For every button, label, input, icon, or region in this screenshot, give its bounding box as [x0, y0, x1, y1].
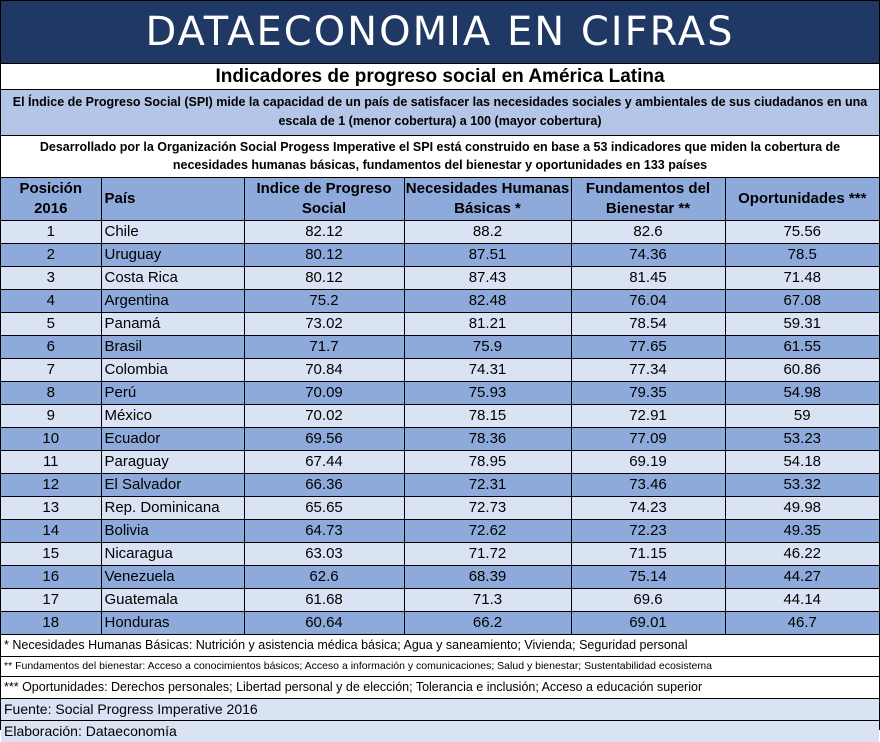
- table-row: [1, 312, 879, 335]
- cell-spi: 70.09: [244, 381, 404, 404]
- table-row: [1, 427, 879, 450]
- cell-country: Costa Rica: [101, 266, 244, 289]
- cell-wellbeing: 69.01: [571, 611, 725, 634]
- cell-spi: 82.12: [244, 220, 404, 243]
- cell-basic-needs: 68.39: [404, 565, 571, 588]
- cell-spi: 64.73: [244, 519, 404, 542]
- cell-spi: 60.64: [244, 611, 404, 634]
- cell-spi: 66.36: [244, 473, 404, 496]
- table-title: Indicadores de progreso social en América Latina: [1, 64, 879, 90]
- cell-spi: 70.84: [244, 358, 404, 381]
- cell-basic-needs: 71.3: [404, 588, 571, 611]
- cell-country: Uruguay: [101, 243, 244, 266]
- cell-opportunities: 75.56: [725, 220, 879, 243]
- cell-wellbeing: 77.65: [571, 335, 725, 358]
- cell-basic-needs: 82.48: [404, 289, 571, 312]
- table-row: [1, 289, 879, 312]
- table-row: [1, 404, 879, 427]
- table-row: [1, 450, 879, 473]
- cell-spi: 62.6: [244, 565, 404, 588]
- cell-basic-needs: 66.2: [404, 611, 571, 634]
- cell-basic-needs: 75.9: [404, 335, 571, 358]
- cell-country: México: [101, 404, 244, 427]
- cell-opportunities: 61.55: [725, 335, 879, 358]
- cell-basic-needs: 72.73: [404, 496, 571, 519]
- table-row: [1, 588, 879, 611]
- table-row: [1, 473, 879, 496]
- table-body: [1, 220, 879, 634]
- cell-spi: 73.02: [244, 312, 404, 335]
- cell-country: Guatemala: [101, 588, 244, 611]
- table-row: [1, 381, 879, 404]
- cell-opportunities: 67.08: [725, 289, 879, 312]
- cell-basic-needs: 88.2: [404, 220, 571, 243]
- cell-basic-needs: 78.36: [404, 427, 571, 450]
- banner-title: DATAECONOMIA EN CIFRAS: [1, 1, 879, 64]
- description-spi: El Índice de Progreso Social (SPI) mide la capacidad de un país de satisfacer las necesidades sociales y ambientales de sus ciudadanos en una escala de 1 (menor cobertura) a 100 (mayor cobertura): [1, 90, 879, 136]
- footnote-opportunities: *** Oportunidades: Derechos personales; Libertad personal y de elección; Tolerancia e inclusión; Acceso a educación superior: [1, 677, 879, 699]
- cell-wellbeing: 81.45: [571, 266, 725, 289]
- cell-wellbeing: 77.09: [571, 427, 725, 450]
- table-row: [1, 542, 879, 565]
- header-country: País: [101, 178, 244, 220]
- cell-basic-needs: 81.21: [404, 312, 571, 335]
- cell-basic-needs: 74.31: [404, 358, 571, 381]
- cell-position: 7: [1, 358, 101, 381]
- cell-position: 5: [1, 312, 101, 335]
- cell-position: 4: [1, 289, 101, 312]
- cell-position: 15: [1, 542, 101, 565]
- cell-basic-needs: 71.72: [404, 542, 571, 565]
- cell-wellbeing: 72.91: [571, 404, 725, 427]
- cell-basic-needs: 87.43: [404, 266, 571, 289]
- table-row: [1, 266, 879, 289]
- cell-opportunities: 59: [725, 404, 879, 427]
- cell-opportunities: 44.27: [725, 565, 879, 588]
- cell-wellbeing: 74.36: [571, 243, 725, 266]
- cell-spi: 70.02: [244, 404, 404, 427]
- cell-opportunities: 46.7: [725, 611, 879, 634]
- table-row: [1, 611, 879, 634]
- header-opportunities: Oportunidades ***: [725, 178, 879, 220]
- cell-country: Perú: [101, 381, 244, 404]
- cell-country: Rep. Dominicana: [101, 496, 244, 519]
- cell-opportunities: 44.14: [725, 588, 879, 611]
- table-row: [1, 243, 879, 266]
- cell-spi: 63.03: [244, 542, 404, 565]
- cell-wellbeing: 76.04: [571, 289, 725, 312]
- cell-spi: 69.56: [244, 427, 404, 450]
- cell-position: 17: [1, 588, 101, 611]
- table-row: [1, 220, 879, 243]
- cell-opportunities: 49.35: [725, 519, 879, 542]
- description-methodology: Desarrollado por la Organización Social Progess Imperative el SPI está construido en base a 53 indicadores que miden la cobertura de necesidades humanas básicas, fundamentos del bienestar y oportunidades en 133 países: [1, 136, 879, 178]
- cell-spi: 65.65: [244, 496, 404, 519]
- header-row: [1, 178, 879, 220]
- table-row: [1, 496, 879, 519]
- data-table: [1, 178, 879, 635]
- cell-country: Paraguay: [101, 450, 244, 473]
- cell-wellbeing: 69.19: [571, 450, 725, 473]
- cell-position: 2: [1, 243, 101, 266]
- cell-opportunities: 53.23: [725, 427, 879, 450]
- cell-spi: 71.7: [244, 335, 404, 358]
- cell-basic-needs: 72.31: [404, 473, 571, 496]
- cell-spi: 67.44: [244, 450, 404, 473]
- cell-country: Venezuela: [101, 565, 244, 588]
- cell-country: Nicaragua: [101, 542, 244, 565]
- cell-country: Bolivia: [101, 519, 244, 542]
- cell-wellbeing: 69.6: [571, 588, 725, 611]
- cell-basic-needs: 78.95: [404, 450, 571, 473]
- cell-wellbeing: 72.23: [571, 519, 725, 542]
- cell-position: 6: [1, 335, 101, 358]
- cell-opportunities: 59.31: [725, 312, 879, 335]
- cell-country: Honduras: [101, 611, 244, 634]
- cell-position: 8: [1, 381, 101, 404]
- cell-wellbeing: 74.23: [571, 496, 725, 519]
- table-row: [1, 358, 879, 381]
- cell-spi: 80.12: [244, 243, 404, 266]
- cell-position: 18: [1, 611, 101, 634]
- cell-position: 3: [1, 266, 101, 289]
- cell-opportunities: 53.32: [725, 473, 879, 496]
- header-position: Posición 2016: [1, 178, 101, 220]
- cell-position: 10: [1, 427, 101, 450]
- header-basic-needs: Necesidades Humanas Básicas *: [404, 178, 571, 220]
- cell-position: 11: [1, 450, 101, 473]
- cell-basic-needs: 72.62: [404, 519, 571, 542]
- table-row: [1, 519, 879, 542]
- cell-spi: 75.2: [244, 289, 404, 312]
- cell-spi: 61.68: [244, 588, 404, 611]
- cell-position: 13: [1, 496, 101, 519]
- cell-wellbeing: 79.35: [571, 381, 725, 404]
- cell-wellbeing: 71.15: [571, 542, 725, 565]
- cell-country: Brasil: [101, 335, 244, 358]
- cell-position: 16: [1, 565, 101, 588]
- cell-basic-needs: 75.93: [404, 381, 571, 404]
- cell-opportunities: 46.22: [725, 542, 879, 565]
- credit-note: Elaboración: Dataeconomía: [1, 721, 879, 742]
- source-note: Fuente: Social Progress Imperative 2016: [1, 699, 879, 721]
- cell-wellbeing: 73.46: [571, 473, 725, 496]
- cell-country: Panamá: [101, 312, 244, 335]
- cell-wellbeing: 78.54: [571, 312, 725, 335]
- cell-position: 12: [1, 473, 101, 496]
- cell-wellbeing: 82.6: [571, 220, 725, 243]
- cell-wellbeing: 75.14: [571, 565, 725, 588]
- cell-country: Ecuador: [101, 427, 244, 450]
- cell-opportunities: 54.98: [725, 381, 879, 404]
- cell-position: 9: [1, 404, 101, 427]
- cell-basic-needs: 78.15: [404, 404, 571, 427]
- cell-opportunities: 49.98: [725, 496, 879, 519]
- cell-wellbeing: 77.34: [571, 358, 725, 381]
- header-spi: Indice de Progreso Social: [244, 178, 404, 220]
- cell-opportunities: 54.18: [725, 450, 879, 473]
- cell-position: 1: [1, 220, 101, 243]
- table-row: [1, 565, 879, 588]
- cell-country: Argentina: [101, 289, 244, 312]
- footnote-basic-needs: * Necesidades Humanas Básicas: Nutrición y asistencia médica básica; Agua y saneamiento; Vivienda; Seguridad personal: [1, 635, 879, 657]
- cell-position: 14: [1, 519, 101, 542]
- footnote-wellbeing: ** Fundamentos del bienestar: Acceso a conocimientos básicos; Acceso a información y comunicaciones; Salud y bienestar; Sustentabilidad ecosistema: [1, 657, 879, 677]
- cell-opportunities: 71.48: [725, 266, 879, 289]
- cell-opportunities: 78.5: [725, 243, 879, 266]
- cell-opportunities: 60.86: [725, 358, 879, 381]
- cell-country: Chile: [101, 220, 244, 243]
- cell-basic-needs: 87.51: [404, 243, 571, 266]
- cell-country: El Salvador: [101, 473, 244, 496]
- table-row: [1, 335, 879, 358]
- header-wellbeing: Fundamentos del Bienestar **: [571, 178, 725, 220]
- cell-spi: 80.12: [244, 266, 404, 289]
- cell-country: Colombia: [101, 358, 244, 381]
